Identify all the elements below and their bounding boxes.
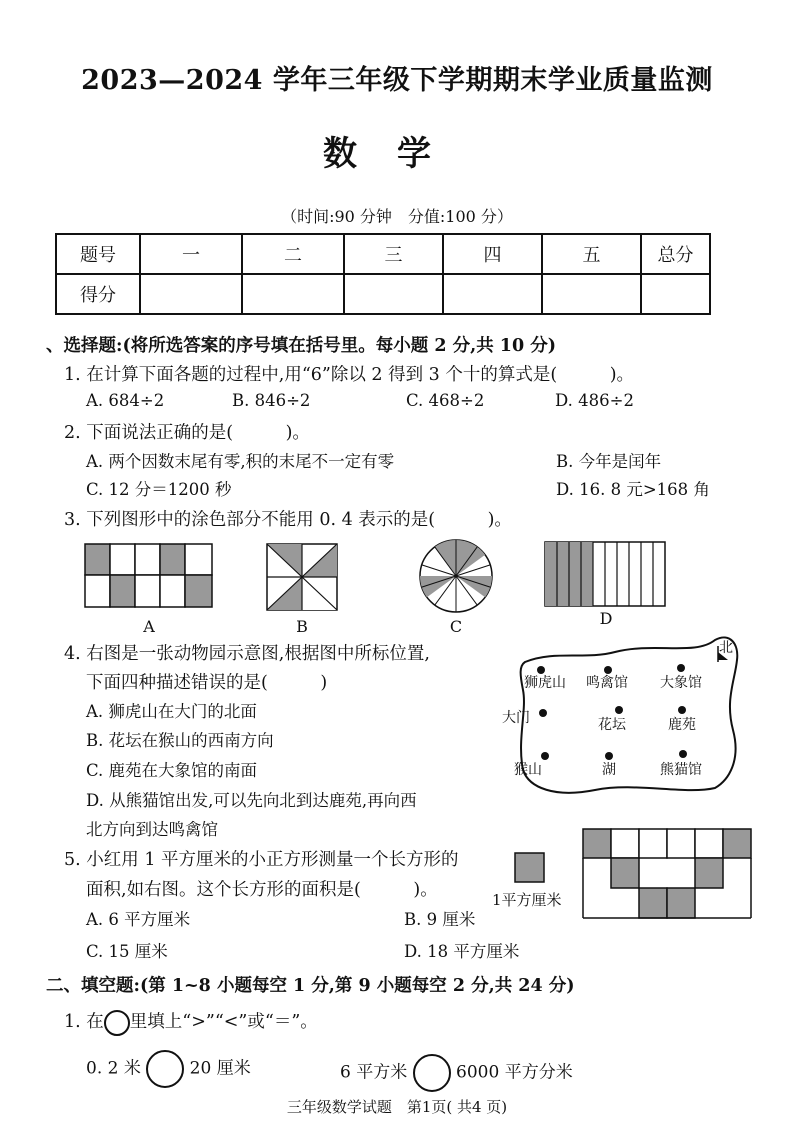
score-cell: 三 — [344, 234, 443, 274]
subject-title: 数学 — [323, 134, 471, 174]
q4-option-b: B. 花坛在猴山的西南方向 — [86, 731, 274, 750]
q2-option-c: C. 12 分＝1200 秒 — [86, 480, 232, 499]
map-place-huatan: 花坛 — [598, 717, 626, 733]
q4-option-c: C. 鹿苑在大象馆的南面 — [86, 761, 258, 780]
q4-option-d-continued: 北方向到达鸣禽馆 — [86, 820, 218, 839]
s2-q1-stem-post: 里填上“>”“<”或“＝”。 — [129, 1012, 318, 1032]
q5-option-a: A. 6 平方厘米 — [86, 910, 191, 929]
q1-option-c: C. 468÷2 — [406, 391, 485, 410]
q5-rectangle-figure — [582, 828, 752, 920]
score-input-cell[interactable] — [140, 274, 242, 314]
q5-stem-line1: 5. 小红用 1 平方厘米的小正方形测量一个长方形的 — [64, 850, 459, 870]
q5-option-b: B. 9 厘米 — [404, 910, 476, 929]
section2-title: 二、填空题:(第 1~8 小题每空 1 分,第 9 小题每空 2 分,共 24 分) — [46, 976, 575, 996]
score-cell: 一 — [140, 234, 242, 274]
score-table-header-row — [56, 234, 710, 274]
q5-option-c: C. 15 厘米 — [86, 942, 168, 961]
page-footer: 三年级数学试题 第1页( 共4 页) — [286, 1098, 508, 1116]
q3-label-b: B — [296, 617, 308, 636]
score-input-cell[interactable] — [344, 274, 443, 314]
compare1-answer-circle[interactable] — [146, 1050, 184, 1088]
map-place-shihushan: 狮虎山 — [524, 675, 566, 691]
map-place-mingqinguan: 鸣禽馆 — [586, 675, 628, 691]
compare2-answer-circle[interactable] — [413, 1054, 451, 1092]
compare-row-1 — [86, 1050, 251, 1088]
map-place-houshan: 猴山 — [514, 762, 542, 778]
q3-stem: 3. 下列图形中的涂色部分不能用 0. 4 表示的是( )。 — [64, 510, 512, 530]
map-place-luyuan: 鹿苑 — [668, 717, 696, 733]
exam-meta: （时间:90 分钟 分值:100 分） — [281, 207, 513, 226]
s2-q1-stem-pre: 1. 在 — [64, 1012, 104, 1032]
score-input-cell[interactable] — [542, 274, 641, 314]
exam-title: 2023—2024 学年三年级下学期期末学业质量监测 — [81, 65, 713, 96]
q3-figure-d — [544, 541, 666, 607]
q5-option-d: D. 18 平方厘米 — [404, 942, 520, 961]
unit-square-label: 1平方厘米 — [492, 891, 562, 909]
zoo-map — [515, 630, 745, 798]
q2-option-b: B. 今年是闰年 — [556, 452, 662, 471]
score-table-score-row — [56, 274, 710, 314]
q3-label-a: A — [143, 617, 155, 636]
q4-option-d: D. 从熊猫馆出发,可以先向北到达鹿苑,再向西 — [86, 791, 417, 810]
map-place-hu: 湖 — [602, 762, 616, 778]
compare-circle-icon — [104, 1010, 130, 1036]
q5-stem-line2: 面积,如右图。这个长方形的面积是( )。 — [86, 880, 438, 900]
q3-figure-b — [266, 543, 338, 611]
score-cell: 四 — [443, 234, 542, 274]
compare-row-2 — [340, 1054, 573, 1092]
q3-figure-a — [84, 543, 214, 609]
map-place-xiongmaoguan: 熊猫馆 — [660, 762, 702, 778]
score-cell: 五 — [542, 234, 641, 274]
unit-square — [514, 852, 546, 884]
score-cell: 得分 — [56, 274, 140, 314]
section1-title: 、选择题:(将所选答案的序号填在括号里。每小题 2 分,共 10 分) — [46, 336, 557, 356]
q3-label-c: C — [449, 617, 463, 636]
q3-label-d: D — [599, 609, 613, 628]
compare2-left: 6 平方米 — [340, 1062, 408, 1083]
compare1-right: 20 厘米 — [189, 1058, 251, 1079]
score-input-cell[interactable] — [242, 274, 344, 314]
q1-stem: 1. 在计算下面各题的过程中,用“6”除以 2 得到 3 个十的算式是( )。 — [64, 365, 635, 385]
map-place-daxiangguan: 大象馆 — [660, 675, 702, 691]
map-place-damen: 大门 — [502, 710, 530, 726]
score-input-cell[interactable] — [443, 274, 542, 314]
score-table — [55, 233, 711, 315]
score-cell: 题号 — [56, 234, 140, 274]
map-north-label: 北 — [719, 640, 733, 656]
q1-option-b: B. 846÷2 — [232, 391, 311, 410]
compare1-left: 0. 2 米 — [86, 1058, 141, 1079]
score-input-cell[interactable] — [641, 274, 710, 314]
score-cell: 二 — [242, 234, 344, 274]
q4-stem-line2: 下面四种描述错误的是( ) — [86, 673, 328, 693]
q2-option-a: A. 两个因数末尾有零,积的末尾不一定有零 — [86, 452, 395, 471]
q2-option-d: D. 16. 8 元>168 角 — [556, 480, 710, 499]
s2-q1-stem — [64, 1008, 318, 1036]
q1-option-a: A. 684÷2 — [86, 391, 165, 410]
score-cell: 总分 — [641, 234, 710, 274]
q2-stem: 2. 下面说法正确的是( )。 — [64, 423, 310, 443]
q4-option-a: A. 狮虎山在大门的北面 — [86, 702, 257, 721]
q3-figure-c — [418, 538, 494, 614]
compare2-right: 6000 平方分米 — [456, 1062, 573, 1083]
q1-option-d: D. 486÷2 — [555, 391, 634, 410]
q4-stem-line1: 4. 右图是一张动物园示意图,根据图中所标位置, — [64, 644, 430, 664]
